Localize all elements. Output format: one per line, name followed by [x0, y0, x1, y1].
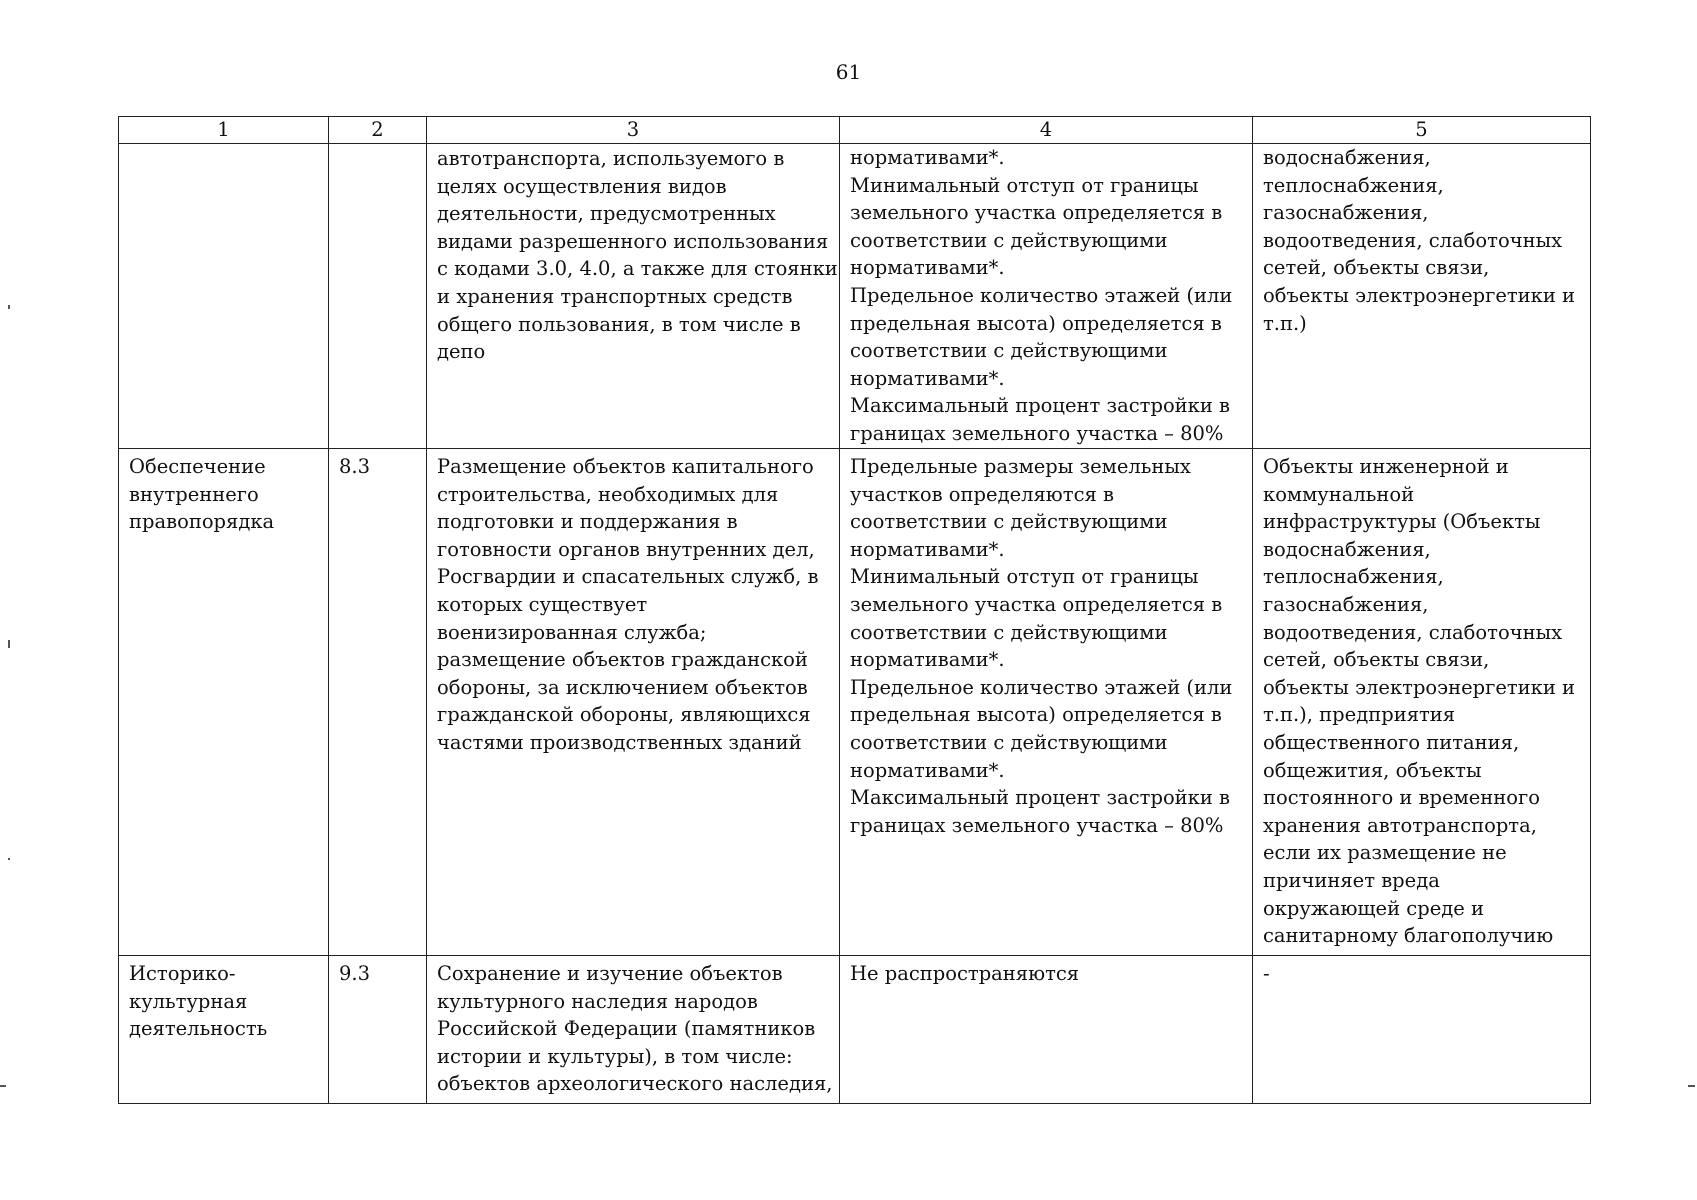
- use-description-cell: [427, 449, 840, 956]
- text-line: Минимальный отступ от границы: [850, 173, 1199, 197]
- text-line: 8.3: [339, 455, 371, 478]
- text-line: Росгвардии и спасательных служб, в: [437, 565, 819, 589]
- text-line: правопорядка: [129, 510, 275, 534]
- text-line: водоснабжения,: [1263, 146, 1431, 169]
- auxiliary-uses-cell: [1253, 144, 1591, 449]
- use-code-cell: [329, 144, 427, 449]
- text-line: 9.3: [339, 962, 371, 985]
- header-row: [119, 117, 1591, 144]
- text-line: причиняет вреда: [1263, 868, 1440, 892]
- text-line: и хранения транспортных средств: [437, 284, 793, 308]
- auxiliary-uses-cell: [1253, 449, 1591, 956]
- text-line: теплоснабжения,: [1263, 565, 1444, 589]
- text-line: готовности органов внутренних дел,: [437, 537, 815, 561]
- table-row: [119, 144, 1591, 449]
- scan-mark: [8, 640, 10, 648]
- auxiliary-uses-cell: [1253, 956, 1591, 1104]
- text-line: сетей, объекты связи,: [1263, 256, 1490, 280]
- text-line: общежития, объекты: [1263, 758, 1482, 782]
- text-line: Не распространяются: [850, 962, 1080, 985]
- text-line: Максимальный процент застройки в: [850, 394, 1231, 418]
- parameters-cell: [840, 449, 1253, 956]
- text-line: которых существует: [437, 592, 648, 616]
- use-code-cell: [329, 956, 427, 1104]
- text-line: предельная высота) определяется в: [850, 311, 1222, 335]
- text-line: -: [1263, 962, 1270, 985]
- text-line: гражданской обороны, являющихся: [437, 703, 811, 727]
- text-line: нормативами*.: [850, 648, 1005, 672]
- page-number: 61: [835, 60, 862, 84]
- table-row: [119, 956, 1591, 1104]
- text-line: депо: [437, 340, 486, 364]
- header-cell: 5: [1253, 117, 1591, 144]
- text-line: целях осуществления видов: [437, 174, 727, 198]
- header-cell: 3: [427, 117, 840, 144]
- text-line: культурная: [129, 989, 248, 1013]
- text-line: соответствии с действующими: [850, 510, 1168, 534]
- scan-mark: [0, 1085, 6, 1087]
- parameters-cell: [840, 144, 1253, 449]
- text-line: газоснабжения,: [1263, 592, 1429, 616]
- text-line: обороны, за исключением объектов: [437, 675, 808, 699]
- text-line: строительства, необходимых для: [437, 482, 779, 506]
- scan-mark: [8, 305, 10, 309]
- text-line: инфраструктуры (Объекты: [1263, 510, 1541, 534]
- text-line: соответствии с действующими: [850, 730, 1168, 754]
- text-line: границах земельного участка – 80%: [850, 421, 1224, 445]
- text-line: участков определяются в: [850, 482, 1114, 506]
- text-line: сетей, объекты связи,: [1263, 648, 1490, 672]
- text-line: военизированная служба;: [437, 620, 707, 644]
- text-line: с кодами 3.0, 4.0, а также для стоянки: [437, 257, 838, 281]
- text-line: земельного участка определяется в: [850, 592, 1223, 616]
- text-line: постоянного и временного: [1263, 786, 1540, 810]
- text-line: водоотведения, слаботочных: [1263, 620, 1563, 644]
- text-line: истории и культуры), в том числе:: [437, 1044, 793, 1068]
- text-line: подготовки и поддержания в: [437, 510, 738, 534]
- use-name-cell: [119, 956, 329, 1104]
- text-line: Минимальный отступ от границы: [850, 565, 1199, 589]
- text-line: т.п.), предприятия: [1263, 703, 1456, 727]
- use-name-cell: [119, 449, 329, 956]
- use-description-cell: [427, 956, 840, 1104]
- text-line: Историко-: [129, 962, 236, 985]
- text-line: Предельное количество этажей (или: [850, 283, 1233, 307]
- table-row: [119, 449, 1591, 956]
- text-line: соответствии с действующими: [850, 620, 1168, 644]
- text-line: хранения автотранспорта,: [1263, 813, 1537, 837]
- text-line: нормативами*.: [850, 366, 1005, 390]
- text-line: Предельные размеры земельных: [850, 455, 1191, 478]
- use-code-cell: [329, 449, 427, 956]
- text-line: коммунальной: [1263, 482, 1415, 506]
- text-line: частями производственных зданий: [437, 730, 802, 754]
- text-line: автотранспорта, используемого в: [437, 147, 785, 170]
- parameters-cell: [840, 956, 1253, 1104]
- text-line: предельная высота) определяется в: [850, 703, 1222, 727]
- text-line: Объекты инженерной и: [1263, 455, 1509, 478]
- text-line: объекты электроэнергетики и: [1263, 283, 1576, 307]
- use-name-cell: [119, 144, 329, 449]
- text-line: общего пользования, в том числе в: [437, 312, 801, 336]
- scan-mark: [8, 858, 10, 860]
- text-line: Предельное количество этажей (или: [850, 675, 1233, 699]
- text-line: Максимальный процент застройки в: [850, 786, 1231, 810]
- text-line: деятельности, предусмотренных: [437, 202, 776, 226]
- text-line: нормативами*.: [850, 256, 1005, 280]
- text-line: Обеспечение: [129, 455, 266, 478]
- text-line: теплоснабжения,: [1263, 173, 1444, 197]
- text-line: внутреннего: [129, 482, 259, 506]
- scan-mark: [1688, 1085, 1695, 1087]
- text-line: санитарному благополучию: [1263, 924, 1554, 948]
- text-line: объектов археологического наследия,: [437, 1072, 833, 1096]
- text-line: соответствии с действующими: [850, 228, 1168, 252]
- text-line: Сохранение и изучение объектов: [437, 962, 783, 985]
- text-line: нормативами*.: [850, 758, 1005, 782]
- text-line: нормативами*.: [850, 146, 1005, 169]
- header-cell: 2: [329, 117, 427, 144]
- text-line: если их размещение не: [1263, 841, 1507, 865]
- header-cell: 1: [119, 117, 329, 144]
- text-line: т.п.): [1263, 311, 1307, 335]
- zoning-table: [118, 116, 1591, 1104]
- text-line: водоотведения, слаботочных: [1263, 228, 1563, 252]
- text-line: общественного питания,: [1263, 730, 1520, 754]
- text-line: водоснабжения,: [1263, 537, 1431, 561]
- text-line: деятельность: [129, 1017, 268, 1041]
- text-line: окружающей среде и: [1263, 896, 1484, 920]
- text-line: Российской Федерации (памятников: [437, 1017, 816, 1041]
- text-line: размещение объектов гражданской: [437, 648, 808, 672]
- text-line: объекты электроэнергетики и: [1263, 675, 1576, 699]
- text-line: земельного участка определяется в: [850, 201, 1223, 225]
- text-line: культурного наследия народов: [437, 989, 758, 1013]
- text-line: видами разрешенного использования: [437, 229, 829, 253]
- text-line: газоснабжения,: [1263, 201, 1429, 225]
- text-line: Размещение объектов капитального: [437, 455, 814, 478]
- use-description-cell: [427, 144, 840, 449]
- text-line: границах земельного участка – 80%: [850, 813, 1224, 837]
- header-cell: 4: [840, 117, 1253, 144]
- text-line: нормативами*.: [850, 537, 1005, 561]
- text-line: соответствии с действующими: [850, 339, 1168, 363]
